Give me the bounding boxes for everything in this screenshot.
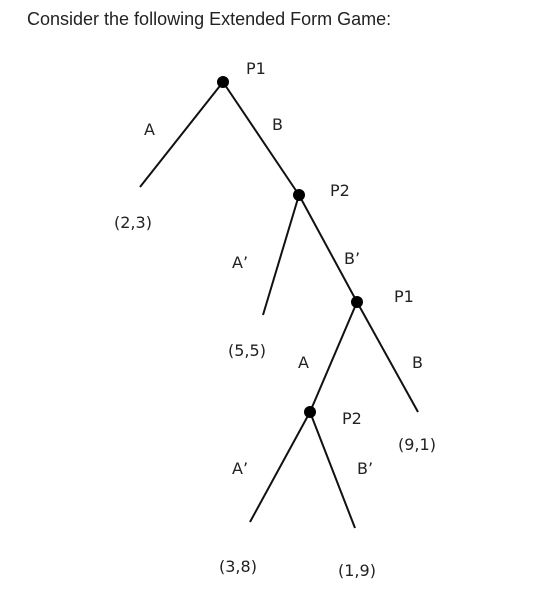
player-label-fourth: P2: [342, 409, 362, 428]
move-label-third-right: B: [412, 353, 423, 372]
move-label-second-right: B’: [344, 249, 361, 268]
node-fourth: [304, 406, 316, 418]
node-root: [217, 76, 229, 88]
edge-third-left: [310, 302, 357, 412]
move-label-third-left: A: [298, 353, 309, 372]
edge-fourth-left: [250, 412, 310, 522]
edge-fourth-right: [310, 412, 355, 528]
move-label-fourth-right: B’: [357, 459, 374, 478]
edge-second-left: [263, 195, 299, 315]
payoff-second-left: (5,5): [228, 341, 266, 360]
player-label-third: P1: [394, 287, 414, 306]
move-label-second-left: A’: [232, 253, 249, 272]
node-third: [351, 296, 363, 308]
payoff-fourth-right: (1,9): [338, 561, 376, 580]
edge-third-right: [357, 302, 418, 412]
payoff-third-right: (9,1): [398, 435, 436, 454]
move-label-root-left: A: [144, 120, 155, 139]
payoff-fourth-left: (3,8): [219, 557, 257, 576]
node-second: [293, 189, 305, 201]
payoff-root-left: (2,3): [114, 213, 152, 232]
move-label-fourth-left: A’: [232, 459, 249, 478]
edge-root-right: [223, 82, 299, 195]
question-prompt: Consider the following Extended Form Game:: [27, 9, 392, 29]
player-label-second: P2: [330, 181, 350, 200]
move-label-root-right: B: [272, 115, 283, 134]
player-label-root: P1: [246, 59, 266, 78]
